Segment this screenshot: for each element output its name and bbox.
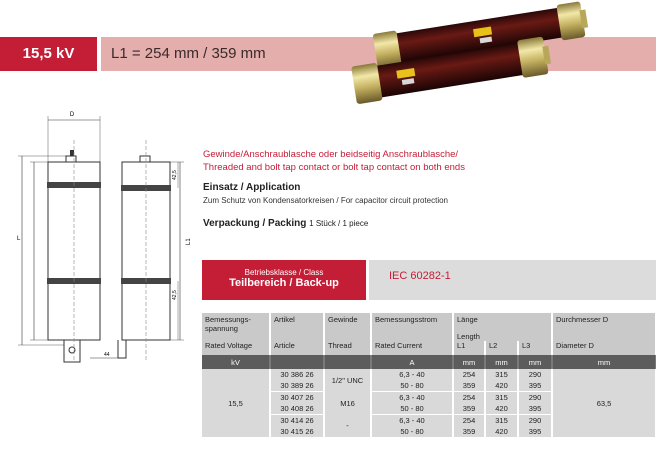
table-row-l2: 420 — [485, 403, 518, 415]
usage-heading: Einsatz / Application — [203, 182, 301, 193]
table-row-l3: 395 — [518, 426, 552, 437]
th-article-en: Article — [270, 341, 324, 355]
fuse-table — [202, 313, 656, 437]
technical-drawing — [0, 100, 200, 365]
dim-l-label: L — [17, 236, 21, 242]
table-row-l1: 359 — [453, 380, 485, 392]
dim-d-label: D — [69, 112, 75, 118]
cell-thread: - — [324, 415, 371, 438]
table-row-article: 30 408 26 — [270, 403, 324, 415]
standard-box — [369, 260, 656, 300]
cell-thread: 1/2" UNC — [324, 369, 371, 392]
table-row-current: 50 - 80 — [371, 403, 453, 415]
th-article: Artikel — [270, 313, 324, 341]
table-row-l1: 254 — [453, 392, 485, 404]
table-row-l2: 315 — [485, 369, 518, 380]
th-current-en: Rated Current — [371, 341, 453, 355]
th-diameter-en: Diameter D — [552, 341, 656, 355]
contact-description-de: Gewinde/Anschraublasche oder beidseitig Anschraublasche/ — [203, 149, 459, 160]
cell-voltage: 15,5 — [202, 369, 270, 437]
cell-thread: M16 — [324, 392, 371, 415]
table-row-current: 50 - 80 — [371, 380, 453, 392]
th-l2: L2 — [485, 341, 518, 355]
table-row-article: 30 415 26 — [270, 426, 324, 437]
class-value: Teilbereich / Back-up — [229, 277, 339, 289]
table-row-current: 6,3 - 40 — [371, 392, 453, 404]
table-row-l1: 254 — [453, 415, 485, 427]
unit-l3: mm — [518, 355, 552, 369]
table-row-l2: 420 — [485, 426, 518, 437]
unit-thread — [324, 355, 371, 369]
table-row-article: 30 414 26 — [270, 415, 324, 427]
table-row-current: 6,3 - 40 — [371, 415, 453, 427]
packing-text: 1 Stück / 1 piece — [309, 219, 369, 228]
dim-44-label: 44 — [104, 352, 110, 358]
th-voltage-en: Rated Voltage — [202, 341, 270, 355]
th-length: Länge Length — [453, 313, 552, 341]
fuse-product-photo — [335, 0, 656, 125]
table-row-l1: 359 — [453, 426, 485, 437]
usage-text: Zum Schutz von Kondensatorkreisen / For capacitor circuit protection — [203, 196, 448, 205]
table-row-l3: 290 — [518, 392, 552, 404]
th-l1: L1 — [453, 341, 485, 355]
unit-diameter: mm — [552, 355, 656, 369]
th-l3: L3 — [518, 341, 552, 355]
unit-voltage: kV — [202, 355, 270, 369]
class-label: Betriebsklasse / Class — [244, 268, 324, 277]
th-current: Bemessungsstrom — [371, 313, 453, 341]
table-row-l3: 290 — [518, 369, 552, 380]
table-row-current: 50 - 80 — [371, 426, 453, 437]
contact-description-en: Threaded and bolt tap contact or bolt tap contact on both ends — [203, 162, 465, 173]
table-row-l2: 315 — [485, 415, 518, 427]
table-row-article: 30 389 26 — [270, 380, 324, 392]
contact-description — [203, 148, 465, 174]
dim-bottom-label: 42,5 — [172, 290, 178, 300]
unit-l1: mm — [453, 355, 485, 369]
table-row-article: 30 386 26 — [270, 369, 324, 380]
th-thread: Gewinde — [324, 313, 371, 341]
table-row-l3: 395 — [518, 403, 552, 415]
cell-diameter: 63,5 — [552, 369, 656, 437]
table-row-l2: 420 — [485, 380, 518, 392]
standard-label: IEC 60282-1 — [389, 270, 451, 282]
unit-current: A — [371, 355, 453, 369]
class-box — [202, 260, 366, 300]
th-voltage: Bemessungs-spannung — [202, 313, 270, 341]
table-row-l1: 359 — [453, 403, 485, 415]
table-row-l3: 290 — [518, 415, 552, 427]
voltage-badge: 15,5 kV — [0, 37, 97, 71]
table-row-l3: 395 — [518, 380, 552, 392]
table-row-l2: 315 — [485, 392, 518, 404]
th-diameter: Durchmesser D — [552, 313, 656, 341]
th-thread-en: Thread — [324, 341, 371, 355]
unit-article — [270, 355, 324, 369]
packing-heading: Verpackung / Packing — [203, 218, 307, 229]
dim-top-label: 42,5 — [172, 170, 178, 180]
table-row-current: 6,3 - 40 — [371, 369, 453, 380]
table-row-l1: 254 — [453, 369, 485, 380]
unit-l2: mm — [485, 355, 518, 369]
packing-line — [203, 218, 368, 229]
length-label: L1 = 254 mm / 359 mm — [111, 45, 266, 62]
dim-l1-label: L1 — [186, 238, 192, 245]
table-row-article: 30 407 26 — [270, 392, 324, 404]
